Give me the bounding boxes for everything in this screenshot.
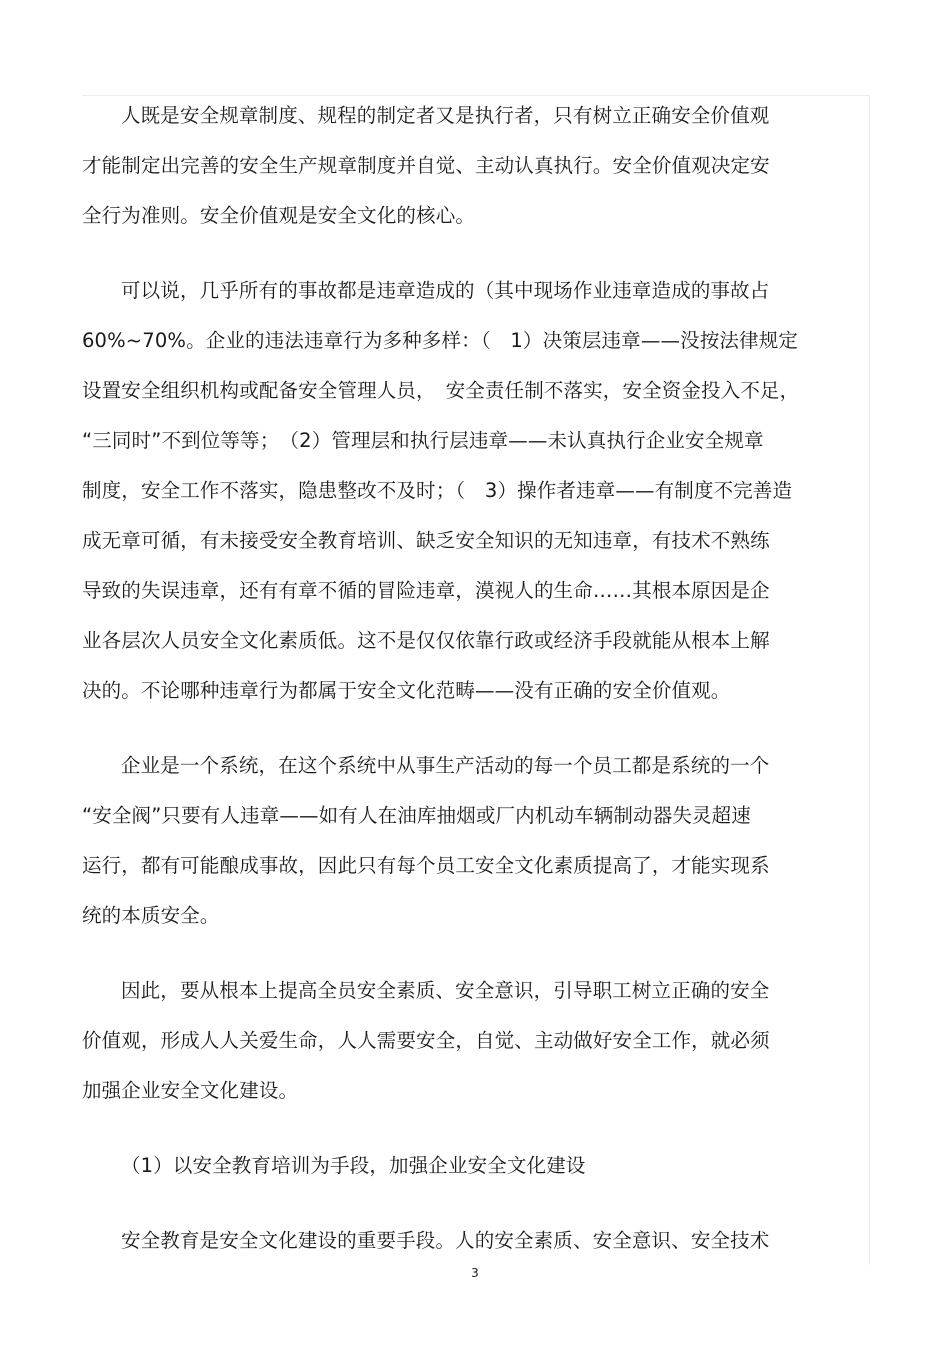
paragraph-4-line-3: 加强企业安全文化建设。 [82,1079,299,1102]
paragraph-1-line-1: 人既是安全规章制度、规程的制定者又是执行者，只有树立正确安全价值观 [121,104,770,127]
page-number: 3 [471,1266,479,1280]
paragraph-3-line-4: 统的本质安全。 [82,904,220,927]
paragraph-2-line-5: 制度，安全工作不落实，隐患整改不及时；（ 3）操作者违章——有制度不完善造 [82,479,793,502]
paragraph-2-line-6: 成无章可循，有未接受安全教育培训、缺乏安全知识的无知违章，有技术不熟练 [82,529,770,552]
paragraph-4-line-2: 价值观，形成人人关爱生命，人人需要安全，自觉、主动做好安全工作，就必须 [82,1029,770,1052]
right-divider [869,95,870,1265]
section-heading: （1）以安全教育培训为手段，加强企业安全文化建设 [121,1154,586,1177]
paragraph-2-line-9: 决的。不论哪种违章行为都属于安全文化范畴——没有正确的安全价值观。 [82,679,731,702]
paragraph-2-line-8: 业各层次人员安全文化素质低。这不是仅仅依靠行政或经济手段就能从根本上解 [82,629,770,652]
paragraph-3-line-1: 企业是一个系统，在这个系统中从事生产活动的每一个员工都是系统的一个 [121,754,770,777]
top-divider [82,95,870,96]
paragraph-2-line-2: 60%~70%。企业的违法违章行为多种多样：（ 1）决策层违章——没按法律规定 [82,329,799,352]
paragraph-3-line-3: 运行，都有可能酿成事故，因此只有每个员工安全文化素质提高了，才能实现系 [82,854,770,877]
paragraph-2-line-4: “三同时”不到位等等； （2）管理层和执行层违章——未认真执行企业安全规章 [82,429,764,452]
paragraph-2-line-7: 导致的失误违章，还有有章不循的冒险违章，漠视人的生命……其根本原因是企 [82,579,770,602]
paragraph-4-line-1: 因此，要从根本上提高全员安全素质、安全意识，引导职工树立正确的安全 [121,979,770,1002]
paragraph-3-line-2: “安全阀”只要有人违章——如有人在油库抽烟或厂内机动车辆制动器失灵超速 [82,804,751,827]
paragraph-1-line-2: 才能制定出完善的安全生产规章制度并自觉、主动认真执行。安全价值观决定安 [82,154,770,177]
paragraph-2-line-1: 可以说，几乎所有的事故都是违章造成的（其中现场作业违章造成的事故占 [121,279,770,302]
paragraph-2-line-3: 设置安全组织机构或配备安全管理人员， 安全责任制不落实，安全资金投入不足， [82,379,800,402]
paragraph-5-line-1: 安全教育是安全文化建设的重要手段。人的安全素质、安全意识、安全技术 [121,1229,770,1252]
paragraph-1-line-3: 全行为准则。安全价值观是安全文化的核心。 [82,204,476,227]
